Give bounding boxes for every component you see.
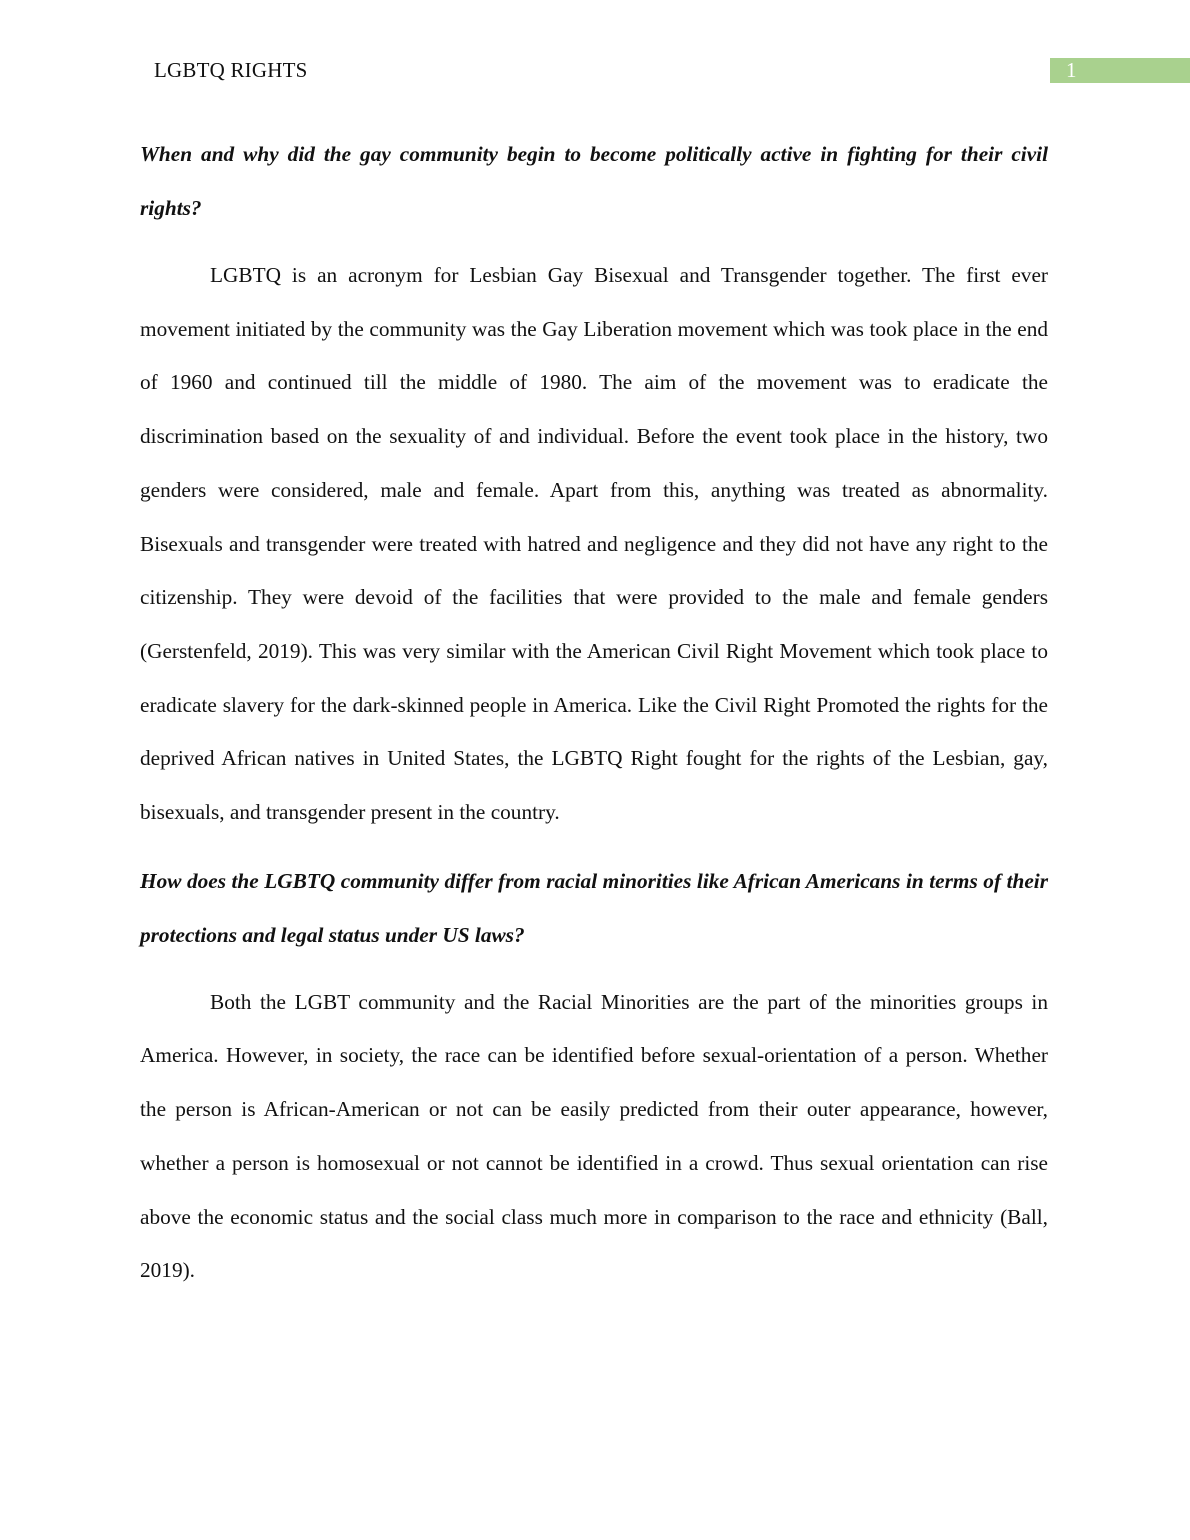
running-head: LGBTQ RIGHTS <box>154 58 308 82</box>
section-1-answer: LGBTQ is an acronym for Lesbian Gay Bisexual and Transgender together. The first ever movement initiated by the community was the Gay Liberation movement which was took place in the end of 1960 and continued till the middle of 1980. The aim of the movement was to eradicate the discrimination based on the sexuality of and individual. Before the event took place in the history, two genders were considered, male and female. Apart from this, anything was treated as abnormality. Bisexuals and transgender were treated with hatred and negligence and they did not have any right to the citizenship. They were devoid of the facilities that were provided to the male and female genders (Gerstenfeld, 2019). This was very similar with the American Civil Right Movement which took place to eradicate slavery for the dark-skinned people in America. Like the Civil Right Promoted the rights for the deprived African natives in United States, the LGBTQ Right fought for the rights of the Lesbian, gay, bisexuals, and transgender present in the country. <box>140 263 1048 825</box>
page-number-bar <box>1050 58 1190 83</box>
document-body <box>140 127 1048 1312</box>
page-number: 1 <box>1066 58 1077 82</box>
section-1-question: When and why did the gay community begin to become politically active in fighting for their civil rights? <box>140 142 1048 220</box>
section-2-answer: Both the LGBT community and the Racial Minorities are the part of the minorities groups in America. However, in society, the race can be identified before sexual-orientation of a person. Whether the person is African-American or not can be easily predicted from their outer appearance, however, whether a person is homosexual or not cannot be identified in a crowd. Thus sexual orientation can rise above the economic status and the social class much more in comparison to the race and ethnicity (Ball, 2019). <box>140 989 1048 1283</box>
section-2-question: How does the LGBTQ community differ from racial minorities like African Americans in terms of their protections and legal status under US laws? <box>140 868 1048 947</box>
